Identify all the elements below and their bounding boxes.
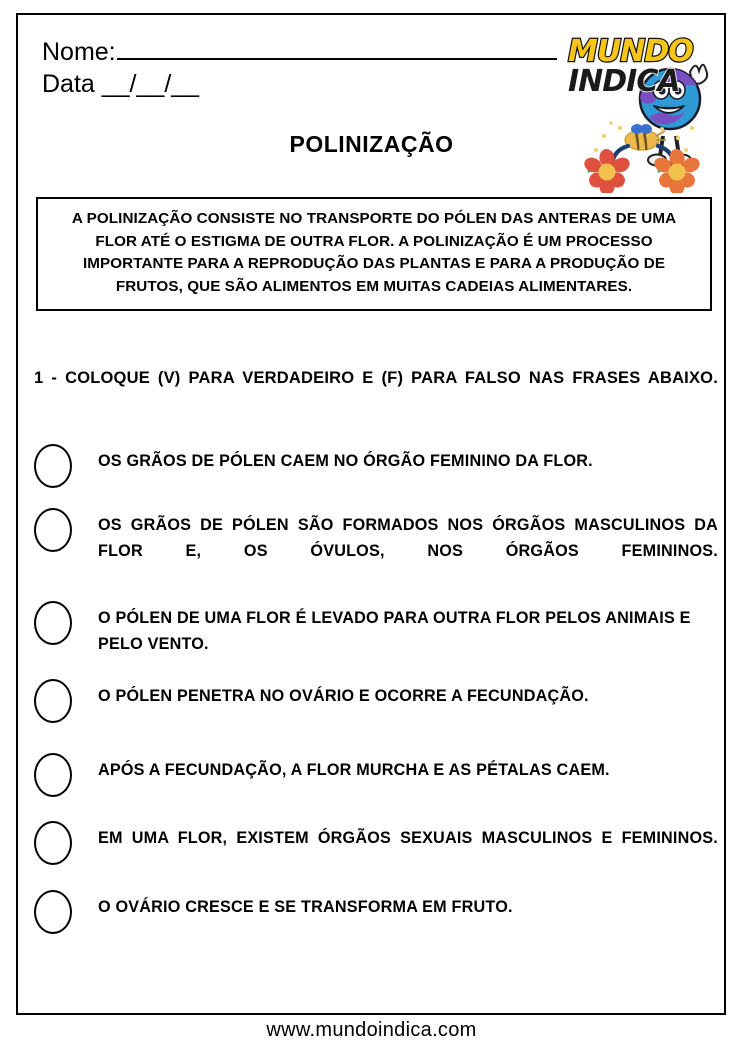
statement-text: APÓS A FECUNDAÇÃO, A FLOR MURCHA E AS PÉTALAS CAEM. (98, 761, 610, 780)
answer-circle[interactable] (34, 753, 72, 797)
statement-text: OS GRÃOS DE PÓLEN SÃO FORMADOS NOS ÓRGÃOS MASCULINOS DA FLOR E, OS ÓVULOS, NOS ÓRGÃOS FEMININOS. (98, 516, 718, 561)
mundo-indica-logo (566, 28, 718, 193)
statement-text: O OVÁRIO CRESCE E SE TRANSFORMA EM FRUTO. (98, 897, 513, 916)
statement-row (34, 819, 718, 877)
statement-text: OS GRÃOS DE PÓLEN CAEM NO ÓRGÃO FEMININO DA FLOR. (98, 452, 593, 470)
answer-circle[interactable] (34, 821, 72, 865)
answer-circle[interactable] (34, 601, 72, 645)
footer-url: www.mundoindica.com (266, 1019, 477, 1041)
exercise-instruction: 1 - COLOQUE (V) PARA VERDADEIRO E (F) PARA FALSO NAS FRASES ABAIXO. (34, 369, 718, 387)
statement-row (34, 888, 718, 934)
answer-circle[interactable] (34, 508, 72, 552)
date-label: Data __/__/__ (42, 70, 200, 98)
page-title: POLINIZAÇÃO (289, 131, 454, 157)
statement-text: O PÓLEN DE UMA FLOR É LEVADO PARA OUTRA FLOR PELOS ANIMAIS E PELO VENTO. (98, 608, 691, 653)
statement-text: EM UMA FLOR, EXISTEM ÓRGÃOS SEXUAIS MASCULINOS E FEMININOS. (98, 829, 718, 848)
name-write-line[interactable] (117, 42, 557, 60)
flower-left-icon (582, 148, 632, 193)
name-field-row (42, 36, 562, 68)
statement-row (34, 442, 718, 488)
student-info-header (42, 36, 562, 100)
logo-word-indica: INDICA (568, 64, 680, 99)
name-label: Nome: (42, 38, 116, 66)
answer-circle[interactable] (34, 890, 72, 934)
logo-word-mundo: MUNDO (568, 34, 693, 69)
statement-text: O PÓLEN PENETRA NO OVÁRIO E OCORRE A FECUNDAÇÃO. (98, 687, 589, 706)
statement-list (34, 442, 718, 948)
statement-row (34, 599, 718, 657)
answer-circle[interactable] (34, 679, 72, 723)
statement-row (34, 677, 718, 723)
definition-box (36, 197, 712, 311)
answer-circle[interactable] (34, 444, 72, 488)
statement-row (34, 506, 718, 591)
definition-text: A POLINIZAÇÃO CONSISTE NO TRANSPORTE DO PÓLEN DAS ANTERAS DE UMA FLOR ATÉ O ESTIGMA DE OUTRA FLOR. A POLINIZAÇÃO É UM PROCESSO IMPORTANTE PARA A REPRODUÇÃO DAS PLANTAS E PARA A PRODUÇÃO DE FRUTOS, QUE SÃO ALIMENTOS EM MUITAS CADEIAS ALIMENTARES. (71, 210, 677, 295)
statement-row (34, 751, 718, 797)
